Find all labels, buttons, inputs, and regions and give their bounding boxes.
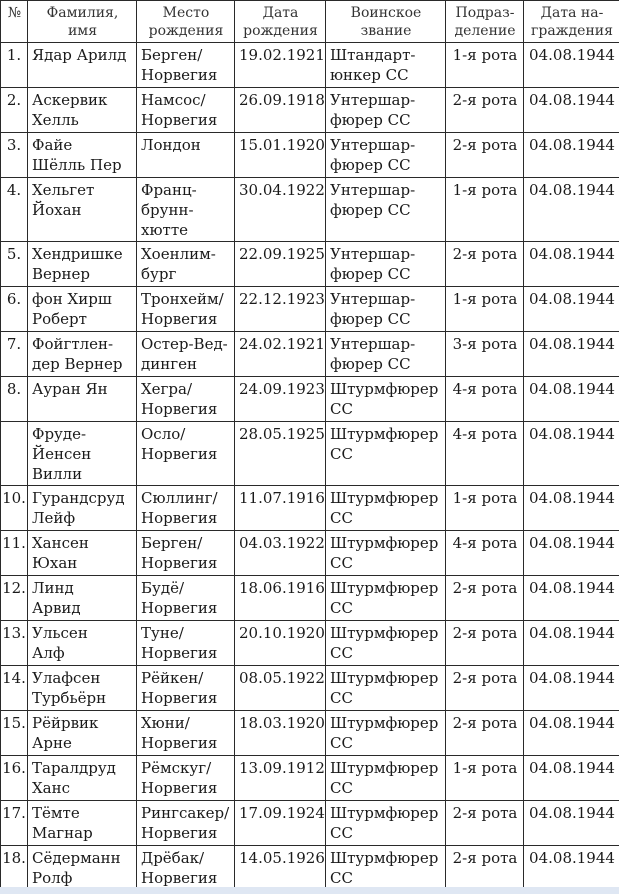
cell-name: Ауран Ян (28, 377, 137, 422)
cell-name: Хансен Юхан (28, 531, 137, 576)
page-bottom-strip (0, 887, 619, 894)
cell-birthdate: 14.05.1926 (235, 846, 326, 891)
table-row (1, 133, 619, 178)
cell-rank: Штурмфюрер СС (326, 756, 446, 801)
cell-unit: 2-я рота (446, 133, 524, 178)
cell-rank: Штурмфюрер СС (326, 666, 446, 711)
cell-num: 2. (1, 88, 28, 133)
cell-birthdate: 18.03.1920 (235, 711, 326, 756)
cell-birthdate: 11.07.1916 (235, 486, 326, 531)
cell-birthdate: 20.10.1920 (235, 621, 326, 666)
cell-award-date: 04.08.1944 (524, 621, 619, 666)
cell-num: 5. (1, 242, 28, 287)
cell-birthdate: 19.02.1921 (235, 43, 326, 88)
header-birthplace: Место рождения (137, 1, 235, 43)
cell-name: фон Хирш Роберт (28, 287, 137, 332)
cell-rank: Штурмфюрер СС (326, 486, 446, 531)
cell-birthdate: 17.09.1924 (235, 801, 326, 846)
cell-num: 1. (1, 43, 28, 88)
cell-birthplace: Франц- брунн- хютте (137, 178, 235, 242)
cell-award-date: 04.08.1944 (524, 377, 619, 422)
cell-num: 7. (1, 332, 28, 377)
cell-birthplace: Рингсакер/ Норвегия (137, 801, 235, 846)
cell-birthplace: Берген/ Норвегия (137, 43, 235, 88)
cell-num: 8. (1, 377, 28, 422)
cell-num: 12. (1, 576, 28, 621)
cell-birthdate: 30.04.1922 (235, 178, 326, 242)
cell-rank: Унтершар- фюрер СС (326, 242, 446, 287)
table-row (1, 332, 619, 377)
header-unit: Подраз- деление (446, 1, 524, 43)
cell-unit: 2-я рота (446, 846, 524, 891)
cell-award-date: 04.08.1944 (524, 287, 619, 332)
cell-name: Тёмте Магнар (28, 801, 137, 846)
cell-rank: Штурмфюрер СС (326, 711, 446, 756)
cell-rank: Унтершар- фюрер СС (326, 287, 446, 332)
table-row (1, 711, 619, 756)
cell-birthdate: 18.06.1916 (235, 576, 326, 621)
cell-num (1, 422, 28, 486)
cell-unit: 3-я рота (446, 332, 524, 377)
cell-name: Фойгтлен- дер Вернер (28, 332, 137, 377)
cell-rank: Штурмфюрер СС (326, 846, 446, 891)
cell-birthdate: 15.01.1920 (235, 133, 326, 178)
cell-award-date: 04.08.1944 (524, 756, 619, 801)
cell-birthdate: 24.09.1923 (235, 377, 326, 422)
cell-birthplace: Сюллинг/ Норвегия (137, 486, 235, 531)
cell-num: 17. (1, 801, 28, 846)
table-row (1, 43, 619, 88)
cell-unit: 1-я рота (446, 287, 524, 332)
header-row (1, 1, 619, 43)
cell-birthplace: Туне/ Норвегия (137, 621, 235, 666)
cell-unit: 4-я рота (446, 531, 524, 576)
cell-award-date: 04.08.1944 (524, 422, 619, 486)
table-row (1, 801, 619, 846)
cell-rank: Унтершар- фюрер СС (326, 178, 446, 242)
cell-num: 6. (1, 287, 28, 332)
cell-birthdate: 13.09.1912 (235, 756, 326, 801)
cell-award-date: 04.08.1944 (524, 666, 619, 711)
cell-birthdate: 28.05.1925 (235, 422, 326, 486)
table-row (1, 88, 619, 133)
cell-award-date: 04.08.1944 (524, 486, 619, 531)
cell-rank: Унтершар- фюрер СС (326, 88, 446, 133)
cell-unit: 2-я рота (446, 711, 524, 756)
cell-award-date: 04.08.1944 (524, 846, 619, 891)
cell-unit: 1-я рота (446, 486, 524, 531)
header-award-date: Дата на- граждения (524, 1, 619, 43)
table-row (1, 422, 619, 486)
cell-award-date: 04.08.1944 (524, 178, 619, 242)
cell-birthplace: Осло/ Норвегия (137, 422, 235, 486)
cell-unit: 2-я рота (446, 801, 524, 846)
cell-birthplace: Лондон (137, 133, 235, 178)
cell-name: Хельгет Йохан (28, 178, 137, 242)
cell-birthdate: 24.02.1921 (235, 332, 326, 377)
cell-birthplace: Рёмскуг/ Норвегия (137, 756, 235, 801)
cell-award-date: 04.08.1944 (524, 576, 619, 621)
cell-award-date: 04.08.1944 (524, 801, 619, 846)
cell-birthdate: 22.12.1923 (235, 287, 326, 332)
cell-name: Таралдруд Ханс (28, 756, 137, 801)
cell-name: Ульсен Алф (28, 621, 137, 666)
cell-rank: Штандарт- юнкер СС (326, 43, 446, 88)
header-birthdate: Дата рождения (235, 1, 326, 43)
cell-name: Фруде- Йенсен Вилли (28, 422, 137, 486)
cell-unit: 1-я рота (446, 178, 524, 242)
cell-award-date: 04.08.1944 (524, 711, 619, 756)
cell-birthdate: 26.09.1918 (235, 88, 326, 133)
cell-name: Линд Арвид (28, 576, 137, 621)
cell-birthdate: 22.09.1925 (235, 242, 326, 287)
cell-birthplace: Будё/ Норвегия (137, 576, 235, 621)
cell-birthplace: Хюни/ Норвегия (137, 711, 235, 756)
cell-unit: 2-я рота (446, 576, 524, 621)
cell-name: Ядар Арилд (28, 43, 137, 88)
cell-name: Гурандсруд Лейф (28, 486, 137, 531)
cell-name: Сёдерманн Ролф (28, 846, 137, 891)
cell-award-date: 04.08.1944 (524, 43, 619, 88)
cell-num: 18. (1, 846, 28, 891)
table-row (1, 531, 619, 576)
cell-rank: Унтершар- фюрер СС (326, 133, 446, 178)
cell-unit: 2-я рота (446, 242, 524, 287)
cell-birthplace: Дрёбак/ Норвегия (137, 846, 235, 891)
table-row (1, 242, 619, 287)
cell-num: 11. (1, 531, 28, 576)
cell-unit: 2-я рота (446, 666, 524, 711)
cell-birthdate: 08.05.1922 (235, 666, 326, 711)
cell-num: 16. (1, 756, 28, 801)
cell-award-date: 04.08.1944 (524, 332, 619, 377)
cell-num: 4. (1, 178, 28, 242)
cell-rank: Штурмфюрер СС (326, 377, 446, 422)
cell-name: Файе Шёлль Пер (28, 133, 137, 178)
cell-birthplace: Остер-Вед- динген (137, 332, 235, 377)
cell-birthplace: Берген/ Норвегия (137, 531, 235, 576)
cell-unit: 4-я рота (446, 377, 524, 422)
header-rank: Воинское звание (326, 1, 446, 43)
cell-num: 10. (1, 486, 28, 531)
table-row (1, 486, 619, 531)
cell-birthplace: Хоенлим- бург (137, 242, 235, 287)
cell-unit: 4-я рота (446, 422, 524, 486)
table-row (1, 377, 619, 422)
cell-num: 14. (1, 666, 28, 711)
table-row (1, 846, 619, 891)
cell-birthplace: Намсос/ Норвегия (137, 88, 235, 133)
table-row (1, 666, 619, 711)
cell-rank: Штурмфюрер СС (326, 576, 446, 621)
cell-award-date: 04.08.1944 (524, 133, 619, 178)
cell-award-date: 04.08.1944 (524, 531, 619, 576)
cell-rank: Штурмфюрер СС (326, 422, 446, 486)
cell-rank: Штурмфюрер СС (326, 531, 446, 576)
cell-unit: 1-я рота (446, 43, 524, 88)
cell-award-date: 04.08.1944 (524, 88, 619, 133)
table-row (1, 178, 619, 242)
table-row (1, 621, 619, 666)
cell-birthplace: Тронхейм/ Норвегия (137, 287, 235, 332)
cell-unit: 2-я рота (446, 88, 524, 133)
table-row (1, 576, 619, 621)
header-name: Фамилия, имя (28, 1, 137, 43)
cell-name: Аскервик Хелль (28, 88, 137, 133)
cell-birthdate: 04.03.1922 (235, 531, 326, 576)
cell-num: 13. (1, 621, 28, 666)
table-row (1, 287, 619, 332)
cell-num: 15. (1, 711, 28, 756)
cell-rank: Унтершар- фюрер СС (326, 332, 446, 377)
cell-award-date: 04.08.1944 (524, 242, 619, 287)
cell-name: Улафсен Турбьёрн (28, 666, 137, 711)
cell-birthplace: Хегра/ Норвегия (137, 377, 235, 422)
cell-name: Рёйрвик Арне (28, 711, 137, 756)
cell-unit: 2-я рота (446, 621, 524, 666)
cell-birthplace: Рёйкен/ Норвегия (137, 666, 235, 711)
cell-unit: 1-я рота (446, 756, 524, 801)
header-num: № (1, 1, 28, 43)
table-row (1, 756, 619, 801)
cell-num: 3. (1, 133, 28, 178)
cell-rank: Штурмфюрер СС (326, 801, 446, 846)
cell-name: Хендришке Вернер (28, 242, 137, 287)
cell-rank: Штурмфюрер СС (326, 621, 446, 666)
